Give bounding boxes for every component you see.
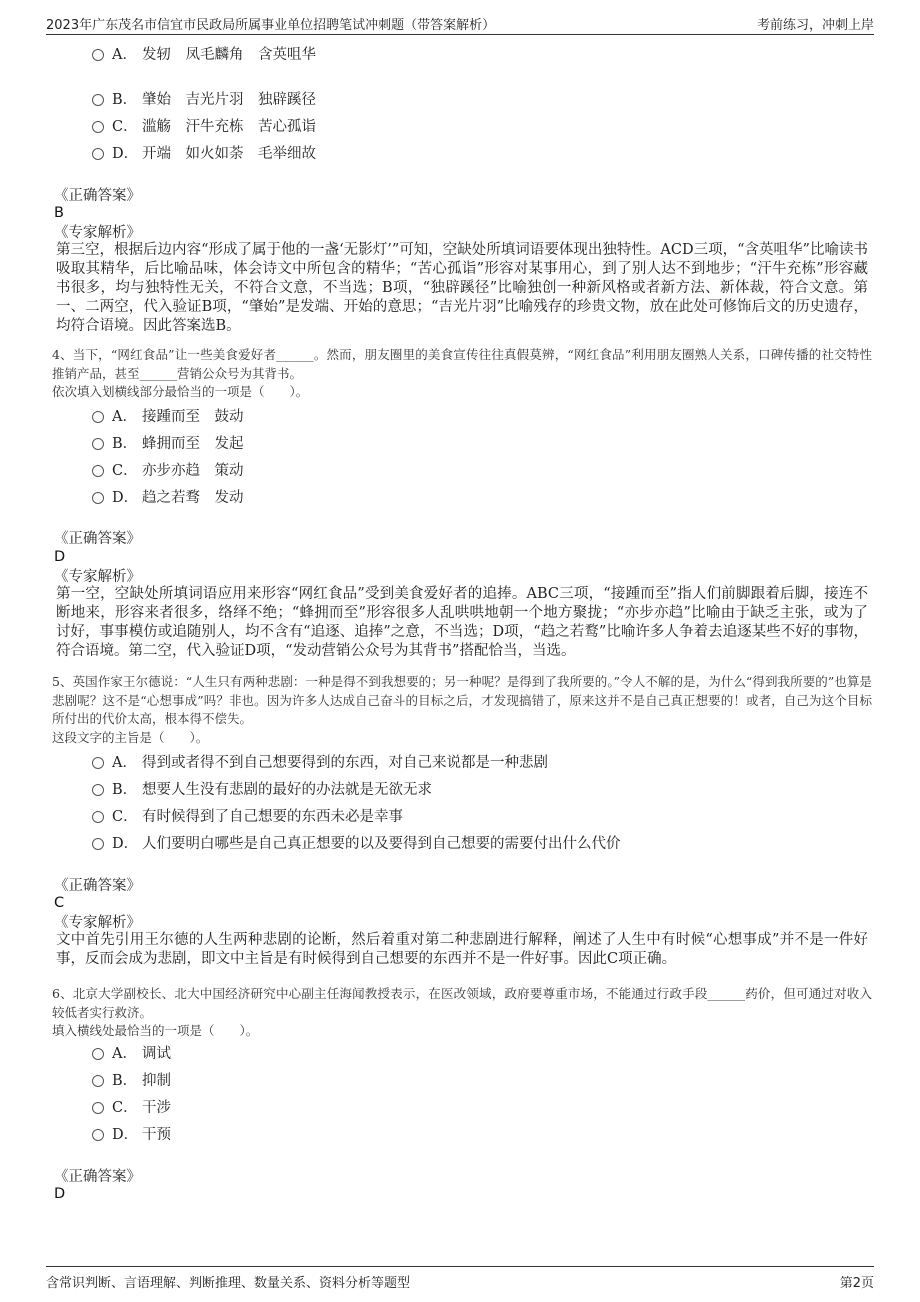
radio-icon[interactable]	[92, 838, 104, 850]
correct-answer: D	[54, 549, 66, 565]
correct-answer: B	[54, 205, 64, 221]
correct-answer: C	[54, 895, 65, 911]
page-number: 第2页	[839, 1276, 874, 1291]
footer-note: 含常识判断、言语理解、判断推理、数量关系、资料分析等题型	[46, 1276, 411, 1291]
option-c[interactable]: C． 滥觞 汗牛充栋 苦心孤诣	[92, 116, 316, 138]
radio-icon[interactable]	[92, 94, 104, 106]
answer-label: 《正确答案》	[54, 1169, 141, 1185]
radio-icon[interactable]	[92, 757, 104, 769]
option-b[interactable]: B． 蜂拥而至 发起	[92, 433, 244, 455]
question-stem: 4、当下，“网红食品”让一些美食爱好者______。然而，朋友圈里的美食宣传往往真假莫辨，“网红食品”利用朋友圈熟人关系，口碑传播的社交特性推销产品，甚至______营销公众号为其背书。	[52, 347, 872, 381]
page-footer	[46, 1266, 874, 1289]
option-c[interactable]: C． 有时候得到了自己想要的东西未必是幸事	[92, 806, 403, 828]
document-title: 2023年广东茂名市信宜市民政局所属事业单位招聘笔试冲刺题（带答案解析）	[46, 18, 496, 33]
option-d[interactable]: D． 开端 如火如荼 毛举细故	[92, 143, 316, 165]
radio-icon[interactable]	[92, 811, 104, 823]
radio-icon[interactable]	[92, 49, 104, 61]
analysis-text: 文中首先引用王尔德的人生两种悲剧的论断，然后着重对第二种悲剧进行解释，阐述了人生中有时候“心想事成”并不是一件好事，反而会成为悲剧，即文中主旨是有时候得到自己想要的东西并不是一件好事。因此C项正确。	[56, 932, 868, 967]
option-a[interactable]: A． 接踵而至 鼓动	[92, 406, 244, 428]
question-stem: 6、北京大学副校长、北大中国经济研究中心副主任海闻教授表示，在医改领域，政府要尊重市场，不能通过行政手段______药价，但可通过对收入较低者实行救济。	[52, 986, 872, 1020]
answer-label: 《正确答案》	[54, 531, 141, 547]
question-prompt: 这段文字的主旨是（ ）。	[52, 729, 209, 745]
page-header	[46, 12, 874, 35]
option-b[interactable]: B． 抑制	[92, 1070, 171, 1092]
question-prompt: 填入横线处最恰当的一项是（ ）。	[52, 1023, 259, 1038]
analysis-label: 《专家解析》	[54, 569, 141, 585]
radio-icon[interactable]	[92, 411, 104, 423]
radio-icon[interactable]	[92, 438, 104, 450]
option-b[interactable]: B． 想要人生没有悲剧的最好的办法就是无欲无求	[92, 779, 432, 801]
question-stem: 5、英国作家王尔德说：“人生只有两种悲剧：一种是得不到我想要的；另一种呢？是得到了我所要的。”令人不解的是，为什么“得到我所要的”也算是悲剧呢？这不是“心想事成”吗？非也。因为许多人达成自己奋斗的目标之后，才发现搞错了，原来这并不是自己真正想要的！或者，自己为这个目标所付出的代价太高，根本得不偿失。	[52, 674, 872, 726]
radio-icon[interactable]	[92, 148, 104, 160]
option-d[interactable]: D． 趋之若骛 发动	[92, 487, 244, 509]
radio-icon[interactable]	[92, 1048, 104, 1060]
analysis-label: 《专家解析》	[54, 225, 141, 241]
option-a[interactable]: A． 发轫 凤毛麟角 含英咀华	[92, 44, 316, 66]
option-a[interactable]: A． 得到或者得不到自己想要得到的东西，对自己来说都是一种悲剧	[92, 752, 548, 774]
analysis-text: 第一空，空缺处所填词语应用来形容“网红食品”受到美食爱好者的追捧。ABC三项，“接踵而至”指人们前脚跟着后脚，接连不断地来，形容来者很多，络绎不绝；“蜂拥而至”形容很多人乱哄哄地朝一个地方聚拢；“亦步亦趋”比喻由于缺乏主张，或为了讨好，事事模仿或追随别人，均不含有“追逐、追捧”之意，不当选；D项，“趋之若鹜”比喻许多人争着去追逐某些不好的事物，符合语境。第二空，代入验证D项，“发动营销公众号为其背书”搭配恰当，当选。	[56, 586, 868, 659]
radio-icon[interactable]	[92, 1075, 104, 1087]
option-d[interactable]: D． 人们要明白哪些是自己真正想要的以及要得到自己想要的需要付出什么代价	[92, 833, 621, 855]
answer-label: 《正确答案》	[54, 188, 141, 204]
option-c[interactable]: C． 亦步亦趋 策动	[92, 460, 244, 482]
analysis-text: 第三空，根据后边内容“形成了属于他的一盏‘无影灯’”可知，空缺处所填词语要体现出独特性。ACD三项，“含英咀华”比喻读书吸取其精华，后比喻品味，体会诗文中所包含的精华；“苦心孤诣”形容对某事用心，到了别人达不到地步；“汗牛充栋”形容藏书很多，均与独特性无关，不符合文意，不当选；B项，“独辟蹊径”比喻独创一种新风格或者新方法、新体裁，符合文意。第一、二两空，代入验证B项，“肇始”是发端、开始的意思；“吉光片羽”比喻残存的珍贵文物，放在此处可修饰后文的历史遗存，均符合语境。因此答案选B。	[56, 242, 868, 334]
option-d[interactable]: D． 干预	[92, 1124, 171, 1146]
question-5	[52, 673, 872, 747]
radio-icon[interactable]	[92, 784, 104, 796]
radio-icon[interactable]	[92, 121, 104, 133]
question-4	[52, 346, 872, 402]
correct-answer: D	[54, 1186, 66, 1202]
question-prompt: 依次填入划横线部分最恰当的一项是（ ）。	[52, 384, 309, 399]
radio-icon[interactable]	[92, 1129, 104, 1141]
answer-label: 《正确答案》	[54, 878, 141, 894]
analysis-label: 《专家解析》	[54, 915, 141, 931]
radio-icon[interactable]	[92, 465, 104, 477]
header-slogan: 考前练习，冲刺上岸	[756, 18, 874, 33]
question-6	[52, 985, 872, 1041]
option-b[interactable]: B． 肇始 吉光片羽 独辟蹊径	[92, 89, 316, 111]
option-a[interactable]: A． 调试	[92, 1043, 171, 1065]
option-c[interactable]: C． 干涉	[92, 1097, 171, 1119]
radio-icon[interactable]	[92, 492, 104, 504]
radio-icon[interactable]	[92, 1102, 104, 1114]
